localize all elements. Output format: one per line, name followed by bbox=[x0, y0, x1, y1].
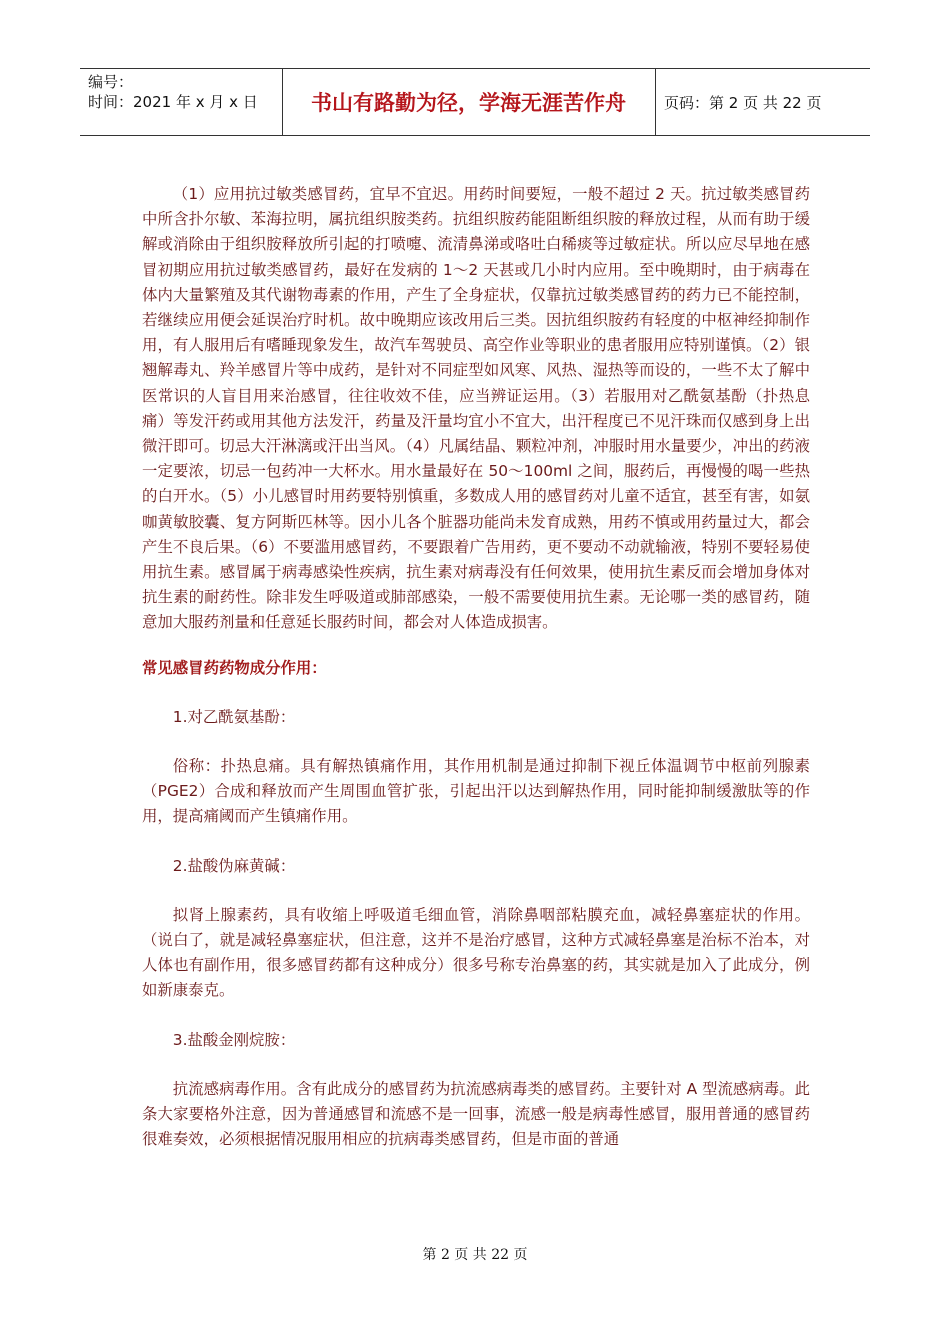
document-body bbox=[142, 182, 810, 1153]
item-text-acetaminophen: 俗称：扑热息痛。具有解热镇痛作用，其作用机制是通过抑制下视丘体温调节中枢前列腺素（PGE2）合成和释放而产生周围血管扩张，引起出汗以达到解热作用，同时能抑制缓激肽等的作用，提高痛阈而产生镇痛作用。 bbox=[142, 757, 810, 826]
section-heading: 常见感冒药药物成分作用： bbox=[142, 658, 327, 677]
page-header bbox=[80, 68, 870, 136]
item-text-pseudoephedrine: 拟肾上腺素药，具有收缩上呼吸道毛细血管，消除鼻咽部粘膜充血，减轻鼻塞症状的作用。（说白了，就是减轻鼻塞症状，但注意，这并不是治疗感冒，这种方式减轻鼻塞是治标不治本，对人体也有副作用，很多感冒药都有这种成分）很多号称专治鼻塞的药，其实就是加入了此成分，例如新康泰克。 bbox=[142, 905, 810, 1000]
header-divider-right bbox=[655, 69, 656, 135]
document-date-label: 时间：2021 年 x 月 x 日 bbox=[88, 93, 258, 111]
header-page-info: 页码：第 2 页 共 22 页 bbox=[664, 93, 822, 112]
item-text-amantadine: 抗流感病毒作用。含有此成分的感冒药为抗流感病毒类的感冒药。主要针对 A 型流感病毒。此条大家要格外注意，因为普通感冒和流感不是一回事，流感一般是病毒性感冒，服用普通的感冒药很难奏效，必须根据情况服用相应的抗病毒类感冒药，但是市面的普通 bbox=[142, 1079, 810, 1149]
item-title-pseudoephedrine: 2.盐酸伪麻黄碱： bbox=[172, 856, 296, 875]
paragraph-medication-advice: （1）应用抗过敏类感冒药，宜早不宜迟。用药时间要短，一般不超过 2 天。抗过敏类感冒药中所含扑尔敏、苯海拉明，属抗组织胺类药。抗组织胺药能阻断组织胺的释放过程，从而有助于缓解或消除由于组织胺释放所引起的打喷嚏、流清鼻涕或咯吐白稀痰等过敏症状。所以应尽早地在感冒初期应用抗过敏类感冒药，最好在发病的 1～2 天甚或几小时内应用。至中晚期时，由于病毒在体内大量繁殖及其代谢物毒素的作用，产生了全身症状，仅靠抗过敏类感冒药的药力已不能控制，若继续应用便会延误治疗时机。故中晚期应该改用后三类。因抗组织胺药有轻度的中枢神经抑制作用，有人服用后有嗜睡现象发生，故汽车驾驶员、高空作业等职业的患者服用应特别谨慎。（2）银翘解毒丸、羚羊感冒片等中成药，是针对不同症型如风寒、风热、湿热等而设的，一些不太了解中医常识的人盲目用来治感冒，往往收效不佳，应当辨证运用。（3）若服用对乙酰氨基酚（扑热息痛）等发汗药或用其他方法发汗，药量及汗量均宜小不宜大，出汗程度已不见汗珠而仅感到身上出微汗即可。切忌大汗淋漓或汗出当风。（4）凡属结晶、颗粒冲剂，冲服时用水量要少，冲出的药液一定要浓，切忌一包药冲一大杯水。用水量最好在 50～100ml 之间，服药后，再慢慢的喝一些热的白开水。（5）小儿感冒时用药要特别慎重，多数成人用的感冒药对儿童不适宜，甚至有害，如氨咖黄敏胶囊、复方阿斯匹林等。因小儿各个脏器功能尚未发育成熟，用药不慎或用药量过大，都会产生不良后果。（6）不要滥用感冒药，不要跟着广告用药，更不要动不动就输液，特别不要轻易使用抗生素。感冒属于病毒感染性疾病，抗生素对病毒没有任何效果，使用抗生素反而会增加身体对抗生素的耐药性。除非发生呼吸道或肺部感染，一般不需要使用抗生素。无论哪一类的感冒药，随意加大服药剂量和任意延长服药时间，都会对人体造成损害。 bbox=[142, 185, 810, 632]
item-title-acetaminophen: 1.对乙酰氨基酚： bbox=[172, 707, 296, 726]
header-meta bbox=[88, 72, 258, 112]
header-motto: 书山有路勤为径，学海无涯苦作舟 bbox=[311, 91, 626, 115]
page-footer: 第 2 页 共 22 页 bbox=[422, 1247, 528, 1263]
item-title-amantadine: 3.盐酸金刚烷胺： bbox=[172, 1030, 296, 1049]
document-number-label: 编号： bbox=[88, 73, 134, 91]
